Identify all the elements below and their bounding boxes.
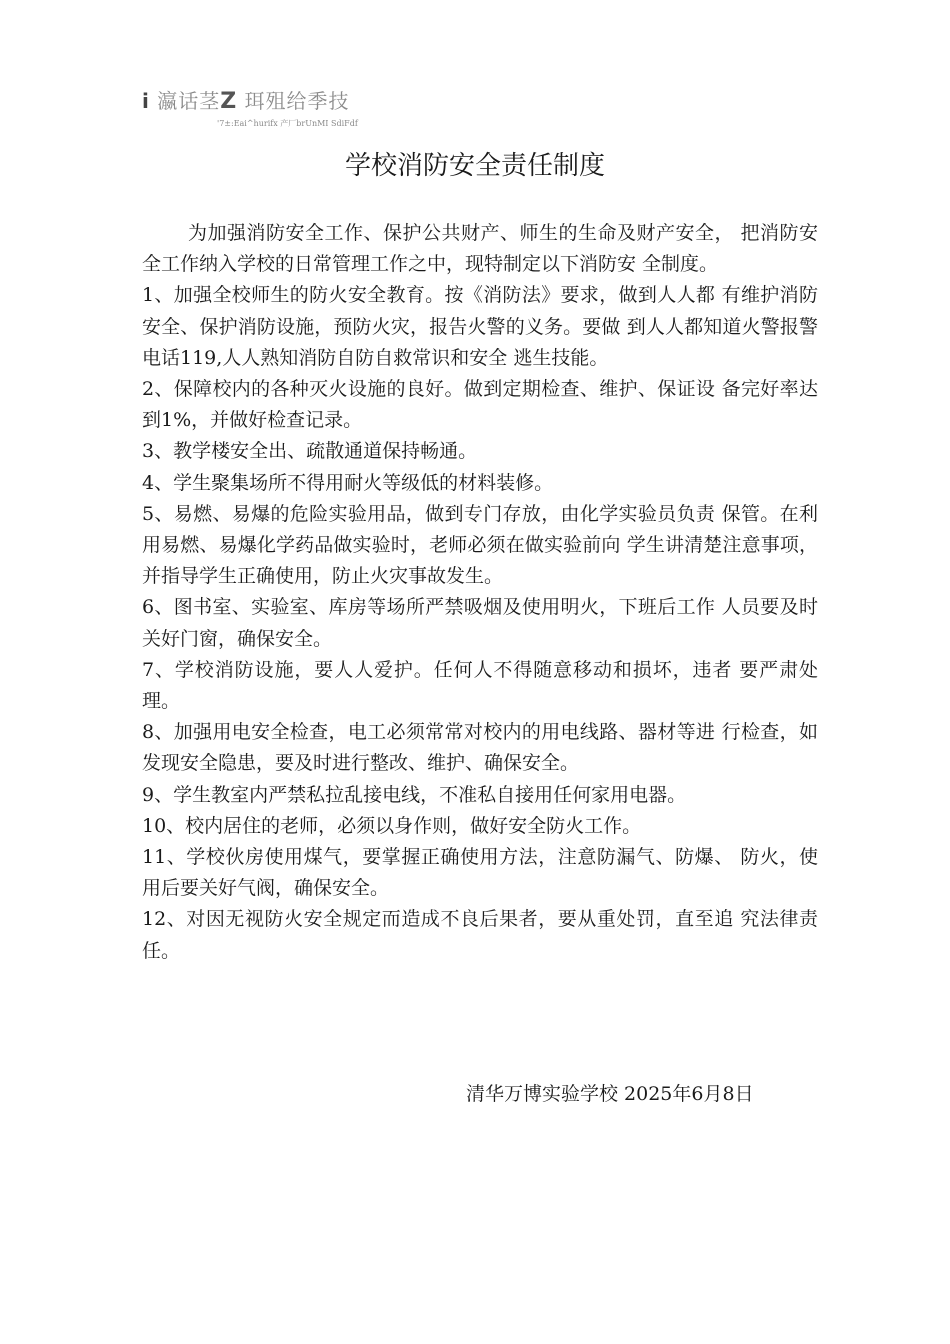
intro-paragraph: 为加强消防安全工作、保护公共财产、师生的生命及财产安全， 把消防安全工作纳入学校的日常管理工作之中，现特制定以下消防安 全制度。 [142,222,818,276]
rule-item-8: 8、加强用电安全检查，电工必须常常对校内的用电线路、器材等进 行检查，如发现安全隐患，要及时进行整改、维护、确保安全。 [142,721,818,775]
signature-line: 清华万博实验学校 2025年6月8日 [466,1083,754,1105]
logo-subtitle: '7±:Eai^hurifx 产厂brUnMI SdiFdf [217,119,358,128]
document-title: 学校消防安全责任制度 [344,151,605,181]
school-logo [142,88,382,129]
rule-item-7: 7、学校消防设施，要人人爱护。任何人不得随意移动和损坏，违者 要严肃处理。 [142,658,818,713]
rule-item-6: 6、图书室、实验室、库房等场所严禁吸烟及使用明火，下班后工作 人员要及时关好门窗，确保安全。 [142,596,818,650]
logo-letter-i: i [142,89,150,113]
logo-text-b: 珥殂给季技 [244,89,350,113]
rule-item-10: 10、校内居住的老师，必须以身作则，做好安全防火工作。 [142,814,642,837]
rule-item-2: 2、保障校内的各种灭火设施的良好。做到定期检查、维护、保证设 备完好率达到1%，并做好检查记录。 [142,378,818,432]
rule-item-5: 5、易燃、易爆的危险实验用品，做到专门存放，由化学实验员负责 保管。在利用易燃、易爆化学药品做实验时，老师必须在做实验前向 学生讲清楚注意事项，并指导学生正确使用，防止火灾事故发生。 [142,502,818,588]
rule-item-9: 9、学生教室内严禁私拉乱接电线，不准私自接用任何家用电器。 [142,783,687,806]
logo-letter-z: Z [220,89,238,114]
rule-item-3: 3、教学楼安全出、疏散通道保持畅通。 [142,440,478,463]
logo-wordmark [142,88,382,115]
rule-item-12: 12、对因无视防火安全规定而造成不良后果者，要从重处罚，直至追 究法律责任。 [142,908,818,962]
rule-item-11: 11、学校伙房使用煤气，要掌握正确使用方法，注意防漏气、防爆、 防火，使用后要关好气阀，确保安全。 [142,846,818,900]
logo-text-a: 瀛话茎 [157,89,221,113]
document-body [142,218,818,967]
rule-item-4: 4、学生聚集场所不得用耐火等级低的材料装修。 [142,471,554,494]
rule-item-1: 1、加强全校师生的防火安全教育。按《消防法》要求，做到人人都 有维护消防安全、保护消防设施，预防火灾，报告火警的义务。要做 到人人都知道火警报警电话119,人人熟知消防自防自救常识和安全 逃生技能。 [142,284,818,369]
